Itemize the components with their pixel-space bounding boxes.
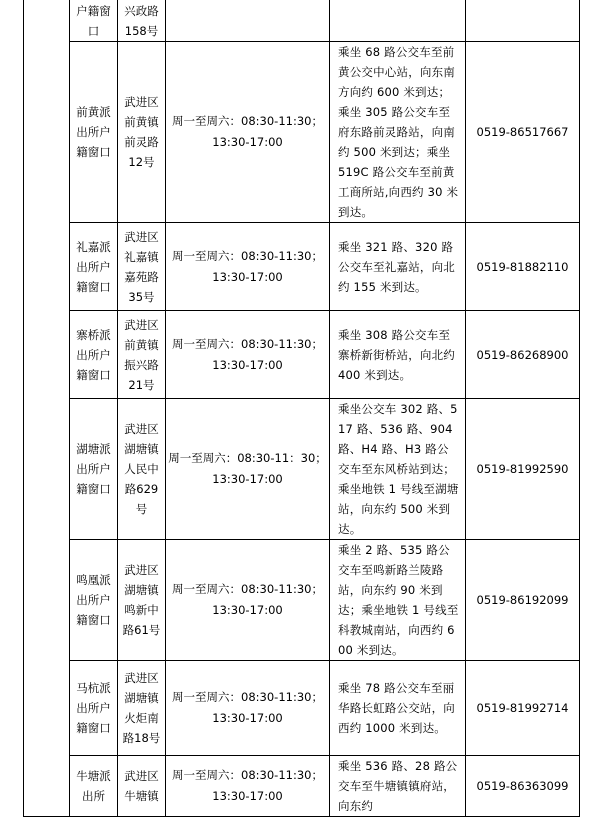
office-name: 礼嘉派出所户籍窗口 xyxy=(70,223,118,311)
table-row xyxy=(24,399,580,540)
office-name: 寨桥派出所户籍窗口 xyxy=(70,311,118,399)
office-address: 武进区牛塘镇 xyxy=(118,756,166,817)
table-row xyxy=(24,0,580,42)
office-hours xyxy=(166,399,330,540)
office-name: 前黄派出所户籍窗口 xyxy=(70,42,118,223)
transit-route: 乘坐 536 路、28 路公交车至牛塘镇镇府站，向东约 xyxy=(330,756,466,817)
transit-route: 乘坐 78 路公交车至丽华路长虹路公交站，向西约 1000 米到达。 xyxy=(330,661,466,756)
phone-number: 0519-86363099 xyxy=(466,756,580,817)
hours-morning: 周一至周六：08:30-11：30； xyxy=(168,451,327,465)
table-row xyxy=(24,223,580,311)
hours-afternoon: 13:30-17:00 xyxy=(212,711,283,725)
phone-number: 0519-81992714 xyxy=(466,661,580,756)
office-address: 武进区礼嘉镇嘉苑路35号 xyxy=(118,223,166,311)
office-hours xyxy=(166,311,330,399)
table-row xyxy=(24,311,580,399)
hours-morning: 周一至周六：08:30-11:30； xyxy=(172,248,323,263)
office-table xyxy=(23,0,580,817)
merged-category-cell xyxy=(24,0,70,817)
hours-afternoon: 13:30-17:00 xyxy=(212,269,283,284)
transit-route: 乘坐 68 路公交车至前黄公交中心站，向东南方向约 600 米到达；乘坐 305 路公交车至府东路前灵路站，向南约 500 米到达；乘坐 519C 路公交车至前黄工商所站,向西约 30 米到达。 xyxy=(330,42,466,223)
office-name: 鸣凰派出所户籍窗口 xyxy=(70,540,118,661)
office-hours xyxy=(166,223,330,311)
office-address: 武进区湖塘镇火炬南路18号 xyxy=(118,661,166,756)
hours-morning: 周一至周六：08:30-11:30； xyxy=(172,582,323,596)
hours-afternoon: 13:30-17:00 xyxy=(212,472,283,486)
office-address: 武进区湖塘镇人民中路629号 xyxy=(118,399,166,540)
hours-afternoon: 13:30-17:00 xyxy=(212,357,283,372)
hours-afternoon: 13:30-17:00 xyxy=(212,135,283,149)
office-address: 武进区前黄镇前灵路12号 xyxy=(118,42,166,223)
office-name: 牛塘派出所 xyxy=(70,756,118,817)
hours-morning: 周一至周六：08:30-11:30； xyxy=(172,114,323,128)
office-hours xyxy=(166,0,330,42)
phone-number: 0519-86517667 xyxy=(466,42,580,223)
office-hours xyxy=(166,540,330,661)
phone-number xyxy=(466,0,580,42)
table-row xyxy=(24,540,580,661)
table-row xyxy=(24,756,580,817)
hours-afternoon: 13:30-17:00 xyxy=(212,603,283,617)
office-address: 兴政路158号 xyxy=(118,0,166,42)
hours-morning: 周一至周六：08:30-11:30； xyxy=(172,768,323,782)
transit-route: 乘坐 321 路、320 路公交车至礼嘉站，向北约 155 米到达。 xyxy=(330,223,466,311)
transit-route: 乘坐公交车 302 路、517 路、536 路、904 路、H4 路、H3 路公交车至东风桥站到达；乘坐地铁 1 号线至湖塘站，向东约 500 米到达。 xyxy=(330,399,466,540)
phone-number: 0519-81992590 xyxy=(466,399,580,540)
office-name: 户籍窗口 xyxy=(70,0,118,42)
office-hours xyxy=(166,42,330,223)
hours-afternoon: 13:30-17:00 xyxy=(212,789,283,803)
transit-route: 乘坐 2 路、535 路公交车至鸣新路兰陵路站，向东约 90 米到达；乘坐地铁 1 号线至科教城南站，向西约 600 米到达。 xyxy=(330,540,466,661)
office-name: 马杭派出所户籍窗口 xyxy=(70,661,118,756)
table-row xyxy=(24,661,580,756)
phone-number: 0519-86192099 xyxy=(466,540,580,661)
office-name: 湖塘派出所户籍窗口 xyxy=(70,399,118,540)
office-address: 武进区湖塘镇鸣新中路61号 xyxy=(118,540,166,661)
phone-number: 0519-86268900 xyxy=(466,311,580,399)
hours-morning: 周一至周六：08:30-11:30； xyxy=(172,690,323,704)
phone-number: 0519-81882110 xyxy=(466,223,580,311)
hours-morning: 周一至周六：08:30-11:30； xyxy=(172,336,323,351)
office-address: 武进区前黄镇振兴路21号 xyxy=(118,311,166,399)
office-hours xyxy=(166,756,330,817)
transit-route xyxy=(330,0,466,42)
office-hours xyxy=(166,661,330,756)
table-row xyxy=(24,42,580,223)
transit-route: 乘坐 308 路公交车至寨桥新街桥站，向北约 400 米到达。 xyxy=(330,311,466,399)
